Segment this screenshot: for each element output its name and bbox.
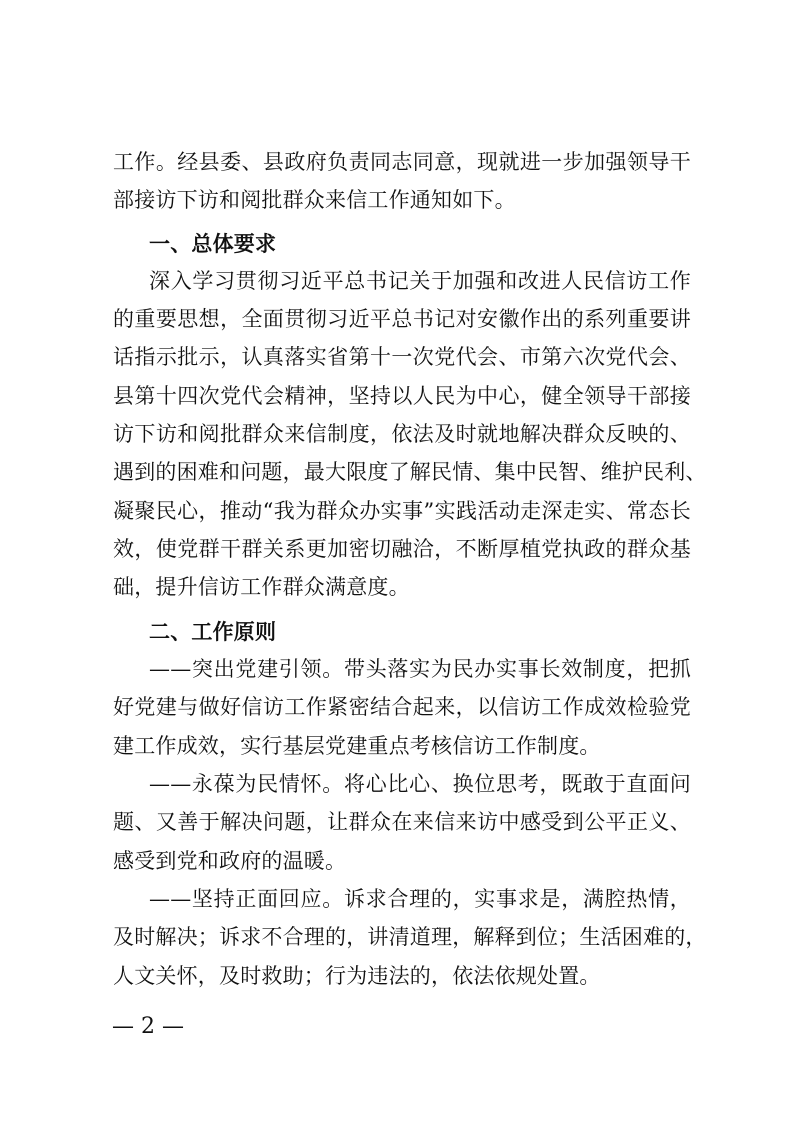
- paragraph-line: 部接访下访和阅批群众来信工作通知如下。: [113, 188, 516, 212]
- paragraph-line: 效，使党群干群关系更加密切融洽，不断厚植党执政的群众基: [113, 537, 691, 561]
- paragraph-line: 及时解决；诉求不合理的，讲清道理，解释到位；生活困难的，: [113, 925, 707, 949]
- paragraph-line: 建工作成效，实行基层党建重点考核信访工作制度。: [113, 734, 601, 758]
- paragraph-line: 访下访和阅批群众来信制度，依法及时就地解决群众反映的、: [113, 422, 691, 446]
- paragraph-line: ——坚持正面回应。诉求合理的，实事求是，满腔热情，: [149, 887, 691, 911]
- page-number: — 2 —: [112, 1014, 184, 1039]
- paragraph-line: 县第十四次党代会精神，坚持以人民为中心，健全领导干部接: [113, 384, 691, 408]
- paragraph-line: 人文关怀，及时救助；行为违法的，依法依规处置。: [113, 964, 601, 988]
- section-heading-general-requirements: 一、总体要求: [149, 232, 277, 256]
- section-heading-working-principles: 二、工作原则: [149, 620, 277, 644]
- paragraph-line: ——突出党建引领。带头落实为民办实事长效制度，把抓: [149, 657, 691, 681]
- paragraph-line: ——永葆为民情怀。将心比心、换位思考，既敢于直面问: [149, 772, 691, 796]
- paragraph-line: 遇到的困难和问题，最大限度了解民情、集中民智、维护民利、: [113, 460, 707, 484]
- paragraph-line: 的重要思想，全面贯彻习近平总书记对安徽作出的系列重要讲: [113, 307, 691, 331]
- paragraph-line: 深入学习贯彻习近平总书记关于加强和改进人民信访工作: [149, 269, 691, 293]
- paragraph-line: 话指示批示，认真落实省第十一次党代会、市第六次党代会、: [113, 345, 691, 369]
- paragraph-line: 题、又善于解决问题，让群众在来信来访中感受到公平正义、: [113, 810, 691, 834]
- paragraph-line: 好党建与做好信访工作紧密结合起来，以信访工作成效检验党: [113, 695, 691, 719]
- paragraph-line: 工作。经县委、县政府负责同志同意，现就进一步加强领导干: [113, 150, 691, 174]
- paragraph-line: 础，提升信访工作群众满意度。: [113, 575, 410, 599]
- paragraph-line: 感受到党和政府的温暖。: [113, 849, 347, 873]
- paragraph-line: 凝聚民心，推动“我为群众办实事”实践活动走深走实、常态长: [113, 499, 691, 523]
